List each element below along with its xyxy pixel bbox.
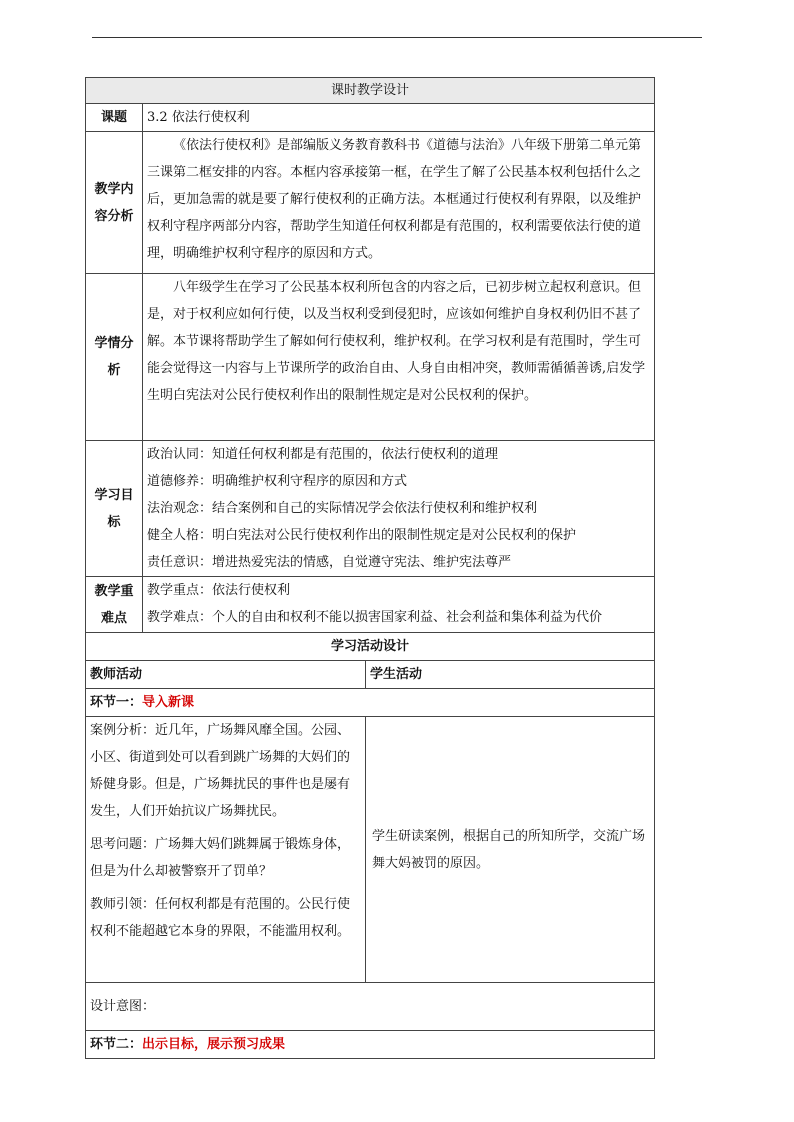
step1-content-row [86,717,655,983]
teacher-activity-header: 教师活动 [86,661,366,689]
objective-item: 政治认同：知道任何权利都是有范围的，依法行使权利的道理 [147,447,499,462]
step1-teacher-activity [86,717,366,983]
topic-row [86,104,655,132]
student-analysis-text: 八年级学生在学习了公民基本权利所包含的内容之后，已初步树立起权利意识。但是，对于权利应如何行使，以及当权利受到侵犯时，应该如何维护自身权利仍旧不甚了解。本节课将帮助学生了解如何行使权利，维护权利。在学习权利是有范围时，学生可能会觉得这一内容与上节课所学的政治自由、人身自由相冲突，教师需循循善诱,启发学生明白宪法对公民行使权利作出的限制性规定是对公民权利的保护。 [143,274,655,441]
topic-value: 3.2 依法行使权利 [143,104,655,132]
case-analysis-paragraph: 案例分析：近几年，广场舞风靡全国。公园、小区、街道到处可以看到跳广场舞的大妈们的矫健身影。但是，广场舞扰民的事件也是屡有发生，人们开始抗议广场舞扰民。 [90,723,351,819]
step1-prefix: 环节一： [90,695,143,710]
key-point-item: 教学重点：依法行使权利 [147,583,291,598]
design-intent: 设计意图： [86,983,655,1031]
step2-heading [86,1031,655,1059]
student-activity-header: 学生活动 [366,661,655,689]
step1-heading [86,689,655,717]
step2-row [86,1031,655,1059]
key-points-list [143,577,655,633]
activity-design-row [86,633,655,661]
objectives-list [143,441,655,577]
key-points-row [86,577,655,633]
student-analysis-row [86,274,655,441]
step2-prefix: 环节二： [90,1037,143,1052]
objective-item: 健全人格：明白宪法对公民行使权利作出的限制性规定是对公民权利的保护 [147,528,577,543]
objective-item: 责任意识：增进热爱宪法的情感，自觉遵守宪法、维护宪法尊严 [147,555,512,570]
student-analysis-label: 学情分析 [86,274,143,441]
table-title-row [86,78,655,104]
thinking-question-paragraph: 思考问题：广场舞大妈们跳舞属于锻炼身体，但是为什么却被警察开了罚单？ [90,837,351,879]
content-analysis-text: 《依法行使权利》是部编版义务教育教科书《道德与法治》八年级下册第二单元第三课第二框安排的内容。本框内容承接第一框，在学生了解了公民基本权利包括什么之后，更加急需的就是要了解行使权利的正确方法。本框通过行使权利有界限，以及维护权利守程序两部分内容，帮助学生知道任何权利都是有范围的，权利需要依法行使的道理，明确维护权利守程序的原因和方式。 [143,132,655,274]
activity-design-title: 学习活动设计 [86,633,655,661]
objectives-row [86,441,655,577]
design-intent-row [86,983,655,1031]
lesson-design-table [85,77,655,1059]
step2-name: 出示目标，展示预习成果 [142,1037,286,1052]
header-rule [92,37,702,38]
content-analysis-label: 教学内容分析 [86,132,143,274]
step1-student-activity: 学生研读案例，根据自己的所知所学，交流广场舞大妈被罚的原因。 [366,717,655,983]
table-title: 课时教学设计 [86,78,655,104]
key-points-label: 教学重难点 [86,577,143,633]
step1-name: 导入新课 [142,695,195,710]
topic-label: 课题 [86,104,143,132]
content-analysis-row [86,132,655,274]
key-point-item: 教学难点：个人的自由和权利不能以损害国家利益、社会利益和集体利益为代价 [147,610,603,625]
objective-item: 法治观念：结合案例和自己的实际情况学会依法行使权利和维护权利 [147,501,538,516]
objectives-label: 学习目标 [86,441,143,577]
activity-header-row [86,661,655,689]
objective-item: 道德修养：明确维护权利守程序的原因和方式 [147,474,408,489]
teacher-guidance-paragraph: 教师引领：任何权利都是有范围的。公民行使权利不能超越它本身的界限，不能滥用权利。 [90,897,351,939]
step1-row [86,689,655,717]
